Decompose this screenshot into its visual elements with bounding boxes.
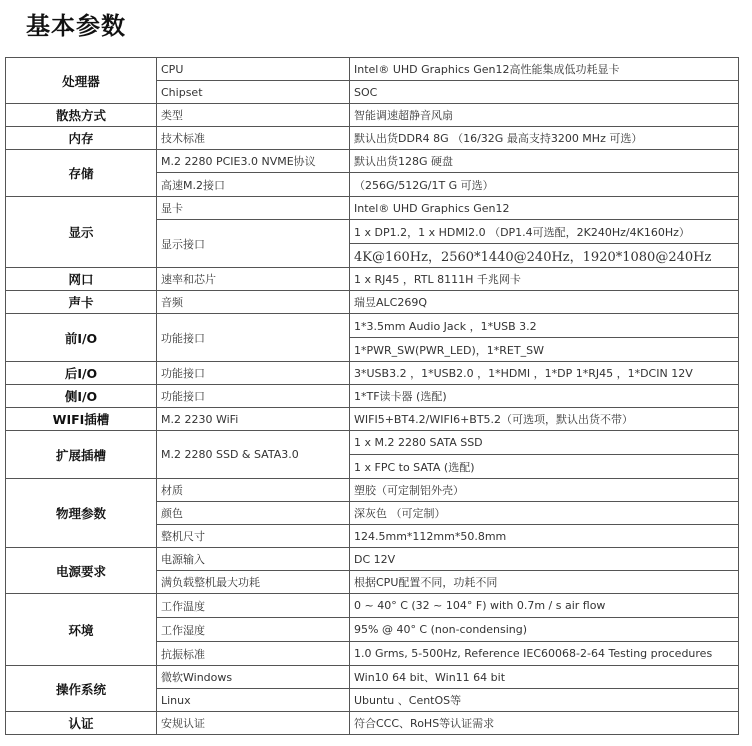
value-cell: 1*3.5mm Audio Jack ，1*USB 3.2	[350, 314, 739, 338]
table-row	[6, 548, 739, 571]
table-row	[6, 431, 739, 455]
value-cell: 3*USB3.2 ，1*USB2.0 ，1*HDMI ，1*DP 1*RJ45 ，1*DCIN 12V	[350, 362, 739, 385]
value-cell: 4K@160Hz，2560*1440@240Hz，1920*1080@240Hz	[350, 244, 739, 268]
category-cell: 显示	[6, 197, 157, 268]
value-cell: 1 x FPC to SATA (选配)	[350, 455, 739, 479]
value-cell: 根据CPU配置不同，功耗不同	[350, 571, 739, 594]
table-row	[6, 197, 739, 220]
category-cell: WIFI插槽	[6, 408, 157, 431]
value-cell: 深灰色 （可定制）	[350, 502, 739, 525]
item-cell: 微软Windows	[157, 666, 350, 689]
value-cell: SOC	[350, 81, 739, 104]
value-cell: 1 x DP1.2，1 x HDMI2.0 （DP1.4可选配，2K240Hz/4K160Hz）	[350, 220, 739, 244]
item-cell: 颜色	[157, 502, 350, 525]
category-cell: 侧I/O	[6, 385, 157, 408]
table-row	[6, 268, 739, 291]
value-cell: 124.5mm*112mm*50.8mm	[350, 525, 739, 548]
value-cell: 1*TF读卡器 (选配)	[350, 385, 739, 408]
category-cell: 扩展插槽	[6, 431, 157, 479]
item-cell: 类型	[157, 104, 350, 127]
table-row	[6, 385, 739, 408]
table-row	[6, 712, 739, 735]
value-cell: （256G/512G/1T G 可选）	[350, 173, 739, 197]
category-cell: 声卡	[6, 291, 157, 314]
item-cell: 功能接口	[157, 362, 350, 385]
item-cell: 功能接口	[157, 314, 350, 362]
value-cell: Intel® UHD Graphics Gen12	[350, 197, 739, 220]
table-row	[6, 314, 739, 338]
table-row	[6, 150, 739, 173]
value-cell: Intel® UHD Graphics Gen12高性能集成低功耗显卡	[350, 58, 739, 81]
category-cell: 散热方式	[6, 104, 157, 127]
category-cell: 电源要求	[6, 548, 157, 594]
category-cell: 认证	[6, 712, 157, 735]
table-row	[6, 127, 739, 150]
category-cell: 网口	[6, 268, 157, 291]
item-cell: Linux	[157, 689, 350, 712]
item-cell: 显示接口	[157, 220, 350, 268]
item-cell: 高速M.2接口	[157, 173, 350, 197]
table-row	[6, 104, 739, 127]
item-cell: 安规认证	[157, 712, 350, 735]
spec-table	[5, 57, 739, 735]
item-cell: 材质	[157, 479, 350, 502]
table-row	[6, 408, 739, 431]
value-cell: 0 ~ 40° C (32 ~ 104° F) with 0.7m / s air flow	[350, 594, 739, 618]
value-cell: 塑胶（可定制铝外壳）	[350, 479, 739, 502]
item-cell: 显卡	[157, 197, 350, 220]
table-row	[6, 291, 739, 314]
item-cell: 速率和芯片	[157, 268, 350, 291]
item-cell: 功能接口	[157, 385, 350, 408]
item-cell: 技术标准	[157, 127, 350, 150]
item-cell: 工作温度	[157, 594, 350, 618]
category-cell: 操作系统	[6, 666, 157, 712]
table-row	[6, 362, 739, 385]
item-cell: M.2 2230 WiFi	[157, 408, 350, 431]
value-cell: 智能调速超静音风扇	[350, 104, 739, 127]
value-cell: 默认出货DDR4 8G （16/32G 最高支持3200 MHz 可选）	[350, 127, 739, 150]
table-row	[6, 594, 739, 618]
item-cell: M.2 2280 SSD & SATA3.0	[157, 431, 350, 479]
value-cell: 1 x RJ45 ，RTL 8111H 千兆网卡	[350, 268, 739, 291]
category-cell: 内存	[6, 127, 157, 150]
category-cell: 存储	[6, 150, 157, 197]
value-cell: 瑞昱ALC269Q	[350, 291, 739, 314]
value-cell: Win10 64 bit、Win11 64 bit	[350, 666, 739, 689]
value-cell: 1.0 Grms, 5-500Hz, Reference IEC60068-2-64 Testing procedures	[350, 642, 739, 666]
item-cell: 满负载整机最大功耗	[157, 571, 350, 594]
value-cell: 1*PWR_SW(PWR_LED)，1*RET_SW	[350, 338, 739, 362]
table-row	[6, 666, 739, 689]
item-cell: 整机尺寸	[157, 525, 350, 548]
item-cell: CPU	[157, 58, 350, 81]
table-row	[6, 58, 739, 81]
category-cell: 前I/O	[6, 314, 157, 362]
value-cell: Ubuntu 、CentOS等	[350, 689, 739, 712]
item-cell: M.2 2280 PCIE3.0 NVME协议	[157, 150, 350, 173]
value-cell: DC 12V	[350, 548, 739, 571]
item-cell: 电源输入	[157, 548, 350, 571]
item-cell: 音频	[157, 291, 350, 314]
item-cell: Chipset	[157, 81, 350, 104]
item-cell: 抗振标准	[157, 642, 350, 666]
value-cell: 默认出货128G 硬盘	[350, 150, 739, 173]
category-cell: 后I/O	[6, 362, 157, 385]
category-cell: 处理器	[6, 58, 157, 104]
category-cell: 环境	[6, 594, 157, 666]
table-row	[6, 479, 739, 502]
value-cell: 95% @ 40° C (non-condensing)	[350, 618, 739, 642]
value-cell: 符合CCC、RoHS等认证需求	[350, 712, 739, 735]
value-cell: 1 x M.2 2280 SATA SSD	[350, 431, 739, 455]
page-title: 基本参数	[26, 12, 126, 40]
value-cell: WIFI5+BT4.2/WIFI6+BT5.2（可选项，默认出货不带）	[350, 408, 739, 431]
item-cell: 工作湿度	[157, 618, 350, 642]
category-cell: 物理参数	[6, 479, 157, 548]
